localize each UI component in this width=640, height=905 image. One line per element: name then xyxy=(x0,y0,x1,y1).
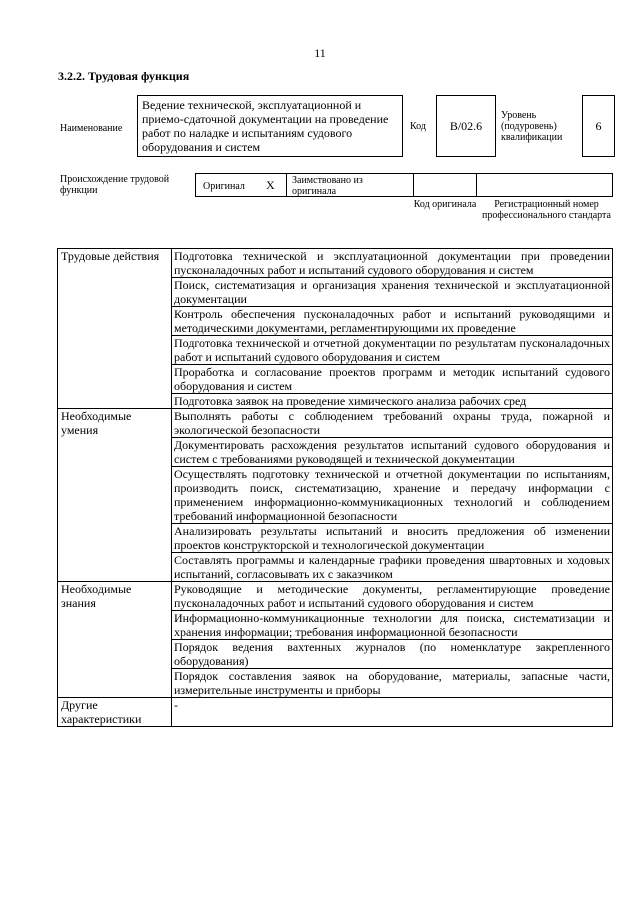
table-row xyxy=(58,698,613,727)
table-cell: Подготовка технической и отчетной документации по результатам пусконаладочных работ и испытаний судового оборудования и систем xyxy=(172,336,613,365)
table-cell: Порядок составления заявок на оборудование, материалы, запасные части, измерительные инструменты и приборы xyxy=(172,669,613,698)
name-label: Наименование xyxy=(60,123,123,134)
table-cell: Подготовка заявок на проведение химического анализа рабочих сред xyxy=(172,394,613,409)
table-cell: Подготовка технической и эксплуатационной документации при проведении пусконаладочных работ и испытаний судового оборудования и систем xyxy=(172,249,613,278)
reg-number-cell xyxy=(476,173,613,197)
section-title: 3.2.2. Трудовая функция xyxy=(58,69,190,83)
original-label: Оригинал xyxy=(203,181,245,192)
code-caption: Код оригинала xyxy=(413,199,477,210)
table-cell: Осуществлять подготовку технической и отчетной документации по испытаниям, производить поиск, систематизацию, хранение и передачу информации с применением информационно-коммуникационных технологий и соблюдением требований информационной безопасности xyxy=(172,467,613,524)
original-code-cell xyxy=(413,173,477,197)
original-mark: X xyxy=(266,178,275,192)
table-cell: Контроль обеспечения пусконаладочных работ и испытаний руководящими и методическими документами, регламентирующими их проведение xyxy=(172,307,613,336)
table-cell: Информационно-коммуникационные технологии для поиска, систематизации и хранения информации; требования информационной безопасности xyxy=(172,611,613,640)
code-label: Код xyxy=(410,121,426,132)
original-cell xyxy=(195,173,287,197)
table-cell: Выполнять работы с соблюдением требований охраны труда, пожарной и экологической безопасности xyxy=(172,409,613,438)
borrowed-cell: Заимствовано из оригинала xyxy=(286,173,414,197)
table-cell: Анализировать результаты испытаний и вносить предложения об изменении проектов конструкторской и технологической документации xyxy=(172,524,613,553)
category-cell: Необходимые знания xyxy=(58,582,172,698)
category-cell: Другие характеристики xyxy=(58,698,172,727)
reg-caption: Регистрационный номер профессионального стандарта xyxy=(482,199,611,221)
table-row xyxy=(58,582,613,611)
name-value: Ведение технической, эксплуатационной и приемо-сдаточной документации на проведение работ по наладке и испытаниям судового оборудования и систем xyxy=(137,95,403,157)
table-cell: Документировать расхождения результатов испытаний судового оборудования и систем с требованиями руководящей и технической документации xyxy=(172,438,613,467)
level-value: 6 xyxy=(582,95,615,157)
table-cell: Проработка и согласование проектов программ и методик испытаний судового оборудования и систем xyxy=(172,365,613,394)
category-cell: Трудовые действия xyxy=(58,249,172,409)
page-number: 11 xyxy=(314,46,326,60)
table-cell: Порядок ведения вахтенных журналов (по номенклатуре закрепленного оборудования) xyxy=(172,640,613,669)
origin-label: Происхождение трудовой функции xyxy=(60,174,170,196)
table-cell: Составлять программы и календарные графики проведения швартовных и ходовых испытаний, согласовывать их с заказчиком xyxy=(172,553,613,582)
function-table xyxy=(57,248,613,727)
table-row xyxy=(58,409,613,438)
table-row xyxy=(58,249,613,278)
code-value: B/02.6 xyxy=(436,95,496,157)
table-cell: Руководящие и методические документы, регламентирующие проведение пусконаладочных работ и испытаний судового оборудования и систем xyxy=(172,582,613,611)
category-cell: Необходимые умения xyxy=(58,409,172,582)
table-cell: Поиск, систематизация и организация хранения технической и эксплуатационной документации xyxy=(172,278,613,307)
level-label: Уровень (подуровень) квалификации xyxy=(501,110,563,143)
table-cell: - xyxy=(172,698,613,727)
